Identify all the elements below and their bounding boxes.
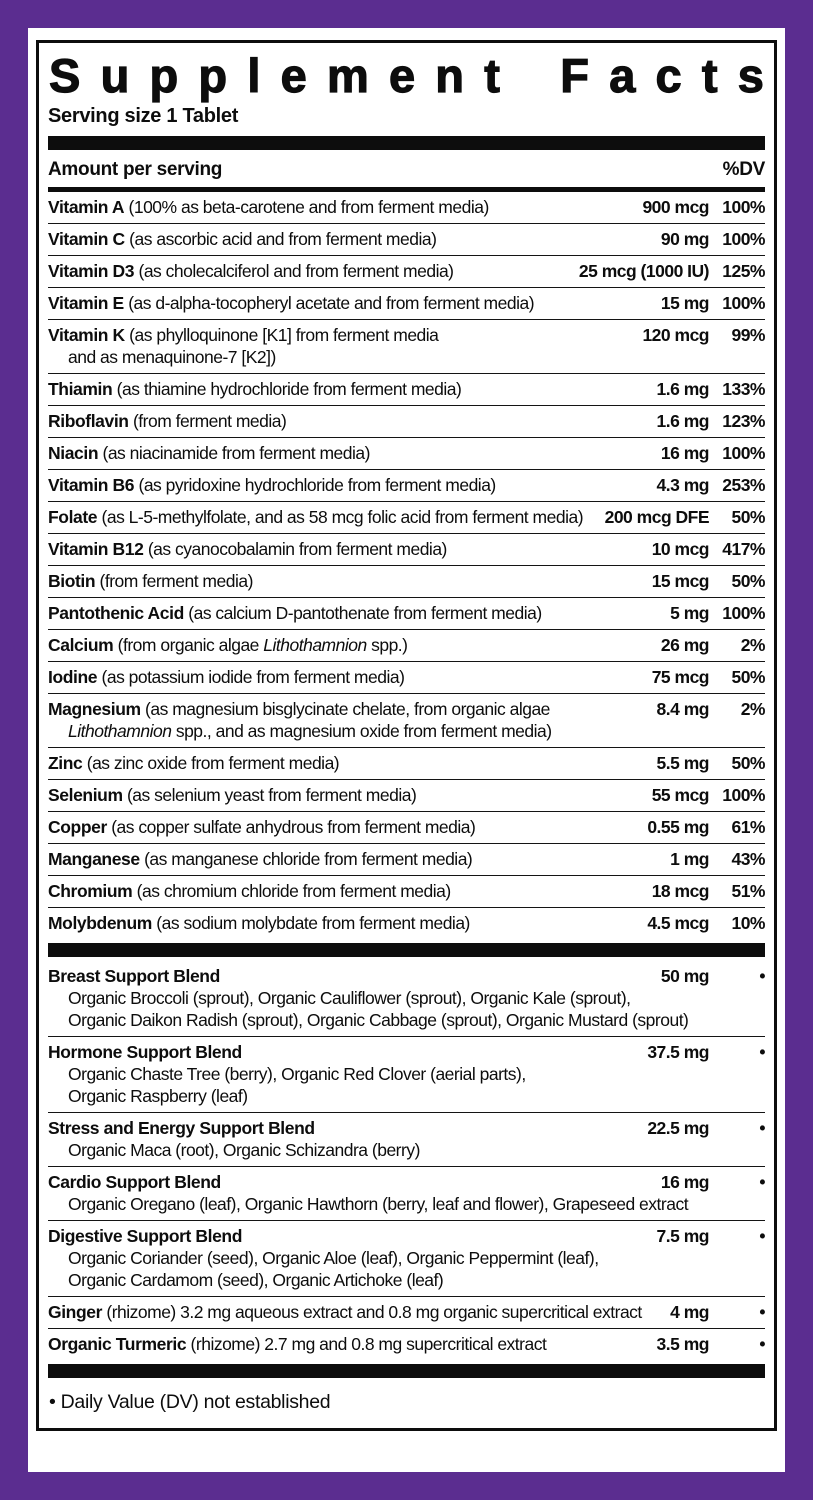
nutrient-dv-value: 2% [740, 635, 765, 656]
nutrient-desc: (as chromium chloride from ferment media) [132, 881, 451, 902]
nutrient-row-line [48, 1301, 765, 1323]
nutrient-desc: (as copper sulfate anhydrous from ferment media) [106, 817, 476, 838]
nutrient-name: Vitamin E [48, 293, 124, 314]
nutrient-text [48, 442, 653, 464]
nutrient-name: Magnesium [48, 699, 141, 720]
blend-row [48, 1296, 765, 1328]
nutrient-desc: (as magnesium bisglycinate chelate, from organic algae [140, 699, 550, 720]
nutrient-amount: 1.6 mg [656, 411, 709, 432]
nutrient-dv-value: 100% [722, 197, 765, 218]
nutrient-dv-value: • [759, 1334, 765, 1355]
nutrient-text [48, 474, 649, 496]
nutrient-row-line [48, 410, 765, 432]
nutrient-row-line [48, 912, 765, 934]
nutrient-amount: 0.55 mg [647, 817, 709, 838]
nutrient-amount: 900 mcg [642, 197, 709, 218]
nutrient-amount: 7.5 mg [656, 1226, 709, 1247]
nutrient-row-line [48, 784, 765, 806]
blends-section [48, 961, 765, 1360]
blend-row [48, 961, 765, 1036]
nutrient-text [48, 1171, 653, 1193]
nutrient-text [48, 965, 653, 987]
nutrient-amount: 5 mg [670, 603, 709, 624]
nutrient-desc: (rhizome) 2.7 mg and 0.8 mg supercritical extract [186, 1334, 547, 1355]
nutrient-dv-value: 133% [722, 379, 765, 400]
nutrient-dv-value: 50% [731, 753, 765, 774]
nutrient-text [48, 570, 644, 592]
nutrient-name: Vitamin D3 [48, 261, 135, 282]
nutrient-dv-value: • [759, 1302, 765, 1323]
nutrient-desc: (as cyanocobalamin from ferment media) [143, 539, 447, 560]
nutrient-row [48, 747, 765, 779]
nutrient-name: Copper [48, 817, 107, 838]
nutrient-desc: (as selenium yeast from ferment media) [122, 785, 417, 806]
nutrient-row-line [48, 506, 765, 528]
nutrient-dv-value: 61% [731, 817, 765, 838]
nutrient-desc: (as d-alpha-tocopheryl acetate and from ferment media) [123, 293, 535, 314]
nutrient-name: Chromium [48, 881, 133, 902]
nutrient-row-line [48, 1171, 765, 1193]
nutrient-text [48, 378, 649, 400]
nutrient-dv-value: 100% [722, 785, 765, 806]
nutrient-name: Vitamin A [48, 197, 125, 218]
nutrient-text [48, 698, 649, 720]
nutrient-text [48, 784, 644, 806]
nutrient-text [48, 1225, 649, 1247]
nutrient-amount: 22.5 mg [647, 1118, 709, 1139]
nutrient-name: Vitamin B6 [48, 475, 135, 496]
nutrient-desc: (100% as beta-carotene and from ferment media) [124, 197, 489, 218]
nutrient-name: Vitamin K [48, 325, 125, 346]
nutrient-amount: 4.5 mcg [647, 913, 709, 934]
nutrient-text [48, 410, 649, 432]
nutrient-amount: 1.6 mg [656, 379, 709, 400]
divider-thick-top [48, 136, 765, 150]
nutrient-text [48, 880, 644, 902]
nutrient-amount: 25 mcg (1000 IU) [578, 261, 709, 282]
nutrient-row-line [48, 570, 765, 592]
nutrient-row-line [48, 848, 765, 870]
nutrient-row-line [48, 1117, 765, 1139]
nutrient-dv-value: 2% [740, 699, 765, 720]
nutrient-name: Digestive Support Blend [48, 1226, 243, 1247]
nutrient-row-line [48, 634, 765, 656]
nutrient-dv-value: 43% [731, 849, 765, 870]
nutrient-dv-value: 100% [722, 603, 765, 624]
label-title: S u p p l e m e n t F a c t s [49, 49, 764, 102]
nutrient-name: Breast Support Blend [48, 966, 220, 987]
nutrient-name: Calcium [48, 635, 114, 656]
nutrient-text [48, 816, 639, 838]
nutrient-name: Pantothenic Acid [48, 603, 184, 624]
nutrient-amount: 15 mg [660, 293, 709, 314]
nutrient-text [48, 634, 653, 656]
column-header-amount: Amount per serving [48, 158, 223, 180]
nutrient-text [48, 848, 662, 870]
nutrient-row [48, 907, 765, 939]
blend-ingredients-line: Organic Daikon Radish (sprout), Organic Cabbage (sprout), Organic Mustard (sprout) [68, 1010, 689, 1031]
nutrient-dv-value: • [759, 1118, 765, 1139]
nutrient-name: Hormone Support Blend [48, 1042, 242, 1063]
nutrient-desc: (as calcium D-pantothenate from ferment media) [183, 603, 542, 624]
nutrient-dv-value: 50% [731, 571, 765, 592]
nutrient-desc: (from ferment media) [95, 571, 253, 592]
nutrient-name: Organic Turmeric [48, 1334, 187, 1355]
nutrient-row-line [48, 602, 765, 624]
nutrient-amount: 16 mg [660, 443, 709, 464]
nutrient-row [48, 437, 765, 469]
nutrient-row-line [48, 666, 765, 688]
nutrient-dv-value: • [759, 1226, 765, 1247]
nutrient-name: Thiamin [48, 379, 113, 400]
nutrient-row [48, 469, 765, 501]
nutrient-name: Selenium [48, 785, 123, 806]
nutrient-amount: 75 mcg [651, 667, 709, 688]
nutrient-row-line [48, 442, 765, 464]
nutrient-amount: 3.5 mg [656, 1334, 709, 1355]
divider-thick-footnote [48, 1364, 765, 1378]
nutrient-amount: 55 mcg [651, 785, 709, 806]
nutrient-desc: (as ascorbic acid and from ferment media) [124, 229, 437, 250]
nutrient-desc-line2: and as menaquinone-7 [K2]) [68, 347, 276, 368]
nutrient-desc: (as phylloquinone [K1] from ferment media [124, 325, 439, 346]
supplement-facts-box [36, 40, 777, 1431]
blend-row [48, 1220, 765, 1296]
nutrient-dv-value: 253% [722, 475, 765, 496]
nutrients-section [48, 192, 765, 939]
blend-row [48, 1328, 765, 1360]
nutrient-text [48, 196, 634, 218]
nutrient-text [48, 292, 653, 314]
nutrient-dv-value: 100% [722, 443, 765, 464]
nutrient-amount: 18 mcg [651, 881, 709, 902]
nutrient-amount: 16 mg [660, 1172, 709, 1193]
nutrient-row-line [48, 1225, 765, 1247]
nutrient-text [48, 1041, 639, 1063]
nutrient-desc-line2: Lithothamnion spp., and as magnesium oxide from ferment media) [68, 721, 552, 742]
nutrient-row [48, 405, 765, 437]
nutrient-row [48, 629, 765, 661]
nutrient-name: Molybdenum [48, 913, 152, 934]
nutrient-dv-value: • [759, 966, 765, 987]
nutrient-name: Vitamin B12 [48, 539, 144, 560]
nutrient-name: Ginger [48, 1302, 102, 1323]
nutrient-desc: (as niacinamide from ferment media) [98, 443, 370, 464]
nutrient-desc: (as potassium iodide from ferment media) [97, 667, 405, 688]
nutrient-amount: 90 mg [660, 229, 709, 250]
nutrient-amount: 26 mg [660, 635, 709, 656]
nutrient-row-line [48, 1041, 765, 1063]
nutrient-text [48, 912, 639, 934]
blend-ingredients-line: Organic Chaste Tree (berry), Organic Red Clover (aerial parts), [68, 1064, 526, 1085]
nutrient-amount: 5.5 mg [656, 753, 709, 774]
nutrient-desc: (from ferment media) [128, 411, 287, 432]
nutrient-text [48, 538, 644, 560]
nutrient-dv-value: • [759, 1172, 765, 1193]
nutrient-row-line [48, 196, 765, 218]
nutrient-row-line [48, 292, 765, 314]
nutrient-row-line [48, 752, 765, 774]
nutrient-row [48, 843, 765, 875]
nutrient-row [48, 597, 765, 629]
label-panel [28, 28, 785, 1472]
nutrient-dv-value: 125% [722, 261, 765, 282]
nutrient-row-line [48, 538, 765, 560]
nutrient-row-line [48, 260, 765, 282]
nutrient-amount: 120 mcg [642, 325, 709, 346]
nutrient-text [48, 1301, 662, 1323]
nutrient-amount: 4.3 mg [656, 475, 709, 496]
nutrient-row [48, 223, 765, 255]
nutrient-row [48, 779, 765, 811]
nutrient-desc: (as zinc oxide from ferment media) [82, 753, 340, 774]
nutrient-text [48, 602, 662, 624]
nutrient-desc: (as L-5-methylfolate, and as 58 mcg folic acid from ferment media) [97, 507, 584, 528]
nutrient-row [48, 255, 765, 287]
nutrient-dv-value: 50% [731, 507, 765, 528]
nutrient-dv-value: 417% [722, 539, 765, 560]
nutrient-dv-value: 99% [731, 325, 765, 346]
nutrient-amount: 15 mcg [651, 571, 709, 592]
nutrient-name: Stress and Energy Support Blend [48, 1118, 315, 1139]
blend-ingredients-line: Organic Broccoli (sprout), Organic Cauliflower (sprout), Organic Kale (sprout), [68, 988, 631, 1009]
nutrient-row-line [48, 228, 765, 250]
nutrient-row-line [48, 378, 765, 400]
blend-ingredients-line: Organic Oregano (leaf), Organic Hawthorn (berry, leaf and flower), Grapeseed extract [68, 1194, 689, 1215]
blend-ingredients-line: Organic Cardamom (seed), Organic Artichoke (leaf) [68, 1270, 444, 1291]
nutrient-name: Vitamin C [48, 229, 125, 250]
blend-ingredients-line: Organic Maca (root), Organic Schizandra (berry) [68, 1140, 420, 1161]
nutrient-row [48, 533, 765, 565]
nutrient-text [48, 666, 644, 688]
nutrient-desc: (as pyridoxine hydrochloride from ferment media) [134, 475, 496, 496]
nutrient-amount: 37.5 mg [647, 1042, 709, 1063]
nutrient-amount: 8.4 mg [656, 699, 709, 720]
nutrient-desc: (from organic algae Lithothamnion spp.) [113, 635, 408, 656]
nutrient-row [48, 661, 765, 693]
nutrient-name: Manganese [48, 849, 140, 870]
blend-row [48, 1166, 765, 1220]
nutrient-row-line [48, 1333, 765, 1355]
nutrient-row [48, 287, 765, 319]
nutrient-text [48, 752, 649, 774]
nutrient-name: Cardio Support Blend [48, 1172, 221, 1193]
nutrient-dv-value: 100% [722, 293, 765, 314]
blend-ingredients-line: Organic Raspberry (leaf) [68, 1086, 248, 1107]
nutrient-text [48, 228, 653, 250]
nutrient-row-line [48, 698, 765, 720]
blend-row [48, 1036, 765, 1112]
nutrient-desc: (as thiamine hydrochloride from ferment media) [112, 379, 462, 400]
column-header-dv: %DV [722, 158, 765, 180]
nutrient-row [48, 192, 765, 223]
nutrient-desc: (as manganese chloride from ferment media) [139, 849, 473, 870]
nutrient-row [48, 373, 765, 405]
dv-footnote: • Daily Value (DV) not established [49, 1390, 331, 1413]
nutrient-dv-value: 123% [722, 411, 765, 432]
nutrient-desc: (rhizome) 3.2 mg aqueous extract and 0.8 mg organic supercritical extract [102, 1302, 642, 1323]
serving-size: Serving size 1 Tablet [48, 104, 239, 127]
nutrient-name: Iodine [48, 667, 98, 688]
blend-row [48, 1112, 765, 1166]
nutrient-amount: 200 mcg DFE [604, 507, 709, 528]
nutrient-dv-value: 100% [722, 229, 765, 250]
nutrient-row [48, 501, 765, 533]
column-header [48, 154, 765, 192]
nutrient-name: Riboflavin [48, 411, 129, 432]
nutrient-name: Zinc [48, 753, 83, 774]
nutrient-row [48, 319, 765, 373]
nutrient-text [48, 260, 571, 282]
nutrient-row-line [48, 324, 765, 346]
blend-ingredients-line: Organic Coriander (seed), Organic Aloe (leaf), Organic Peppermint (leaf), [68, 1248, 599, 1269]
nutrient-row [48, 875, 765, 907]
nutrient-row [48, 693, 765, 747]
nutrient-row-line [48, 816, 765, 838]
nutrient-name: Folate [48, 507, 98, 528]
nutrient-dv-value: 50% [731, 667, 765, 688]
nutrient-desc: (as cholecalciferol and from ferment media) [134, 261, 454, 282]
nutrient-text [48, 324, 634, 346]
nutrient-text [48, 506, 597, 528]
nutrient-amount: 1 mg [670, 849, 709, 870]
nutrient-desc: (as sodium molybdate from ferment media) [151, 913, 470, 934]
nutrient-text [48, 1117, 639, 1139]
nutrient-row-line [48, 880, 765, 902]
nutrient-row-line [48, 474, 765, 496]
nutrient-amount: 10 mcg [651, 539, 709, 560]
nutrient-dv-value: • [759, 1042, 765, 1063]
nutrient-row [48, 811, 765, 843]
nutrient-dv-value: 51% [731, 881, 765, 902]
divider-thick-blends [48, 943, 765, 957]
nutrient-name: Biotin [48, 571, 96, 592]
nutrient-name: Niacin [48, 443, 99, 464]
nutrient-text [48, 1333, 649, 1355]
nutrient-row [48, 565, 765, 597]
nutrient-row-line [48, 965, 765, 987]
nutrient-amount: 4 mg [670, 1302, 709, 1323]
nutrient-amount: 50 mg [660, 966, 709, 987]
nutrient-dv-value: 10% [731, 913, 765, 934]
